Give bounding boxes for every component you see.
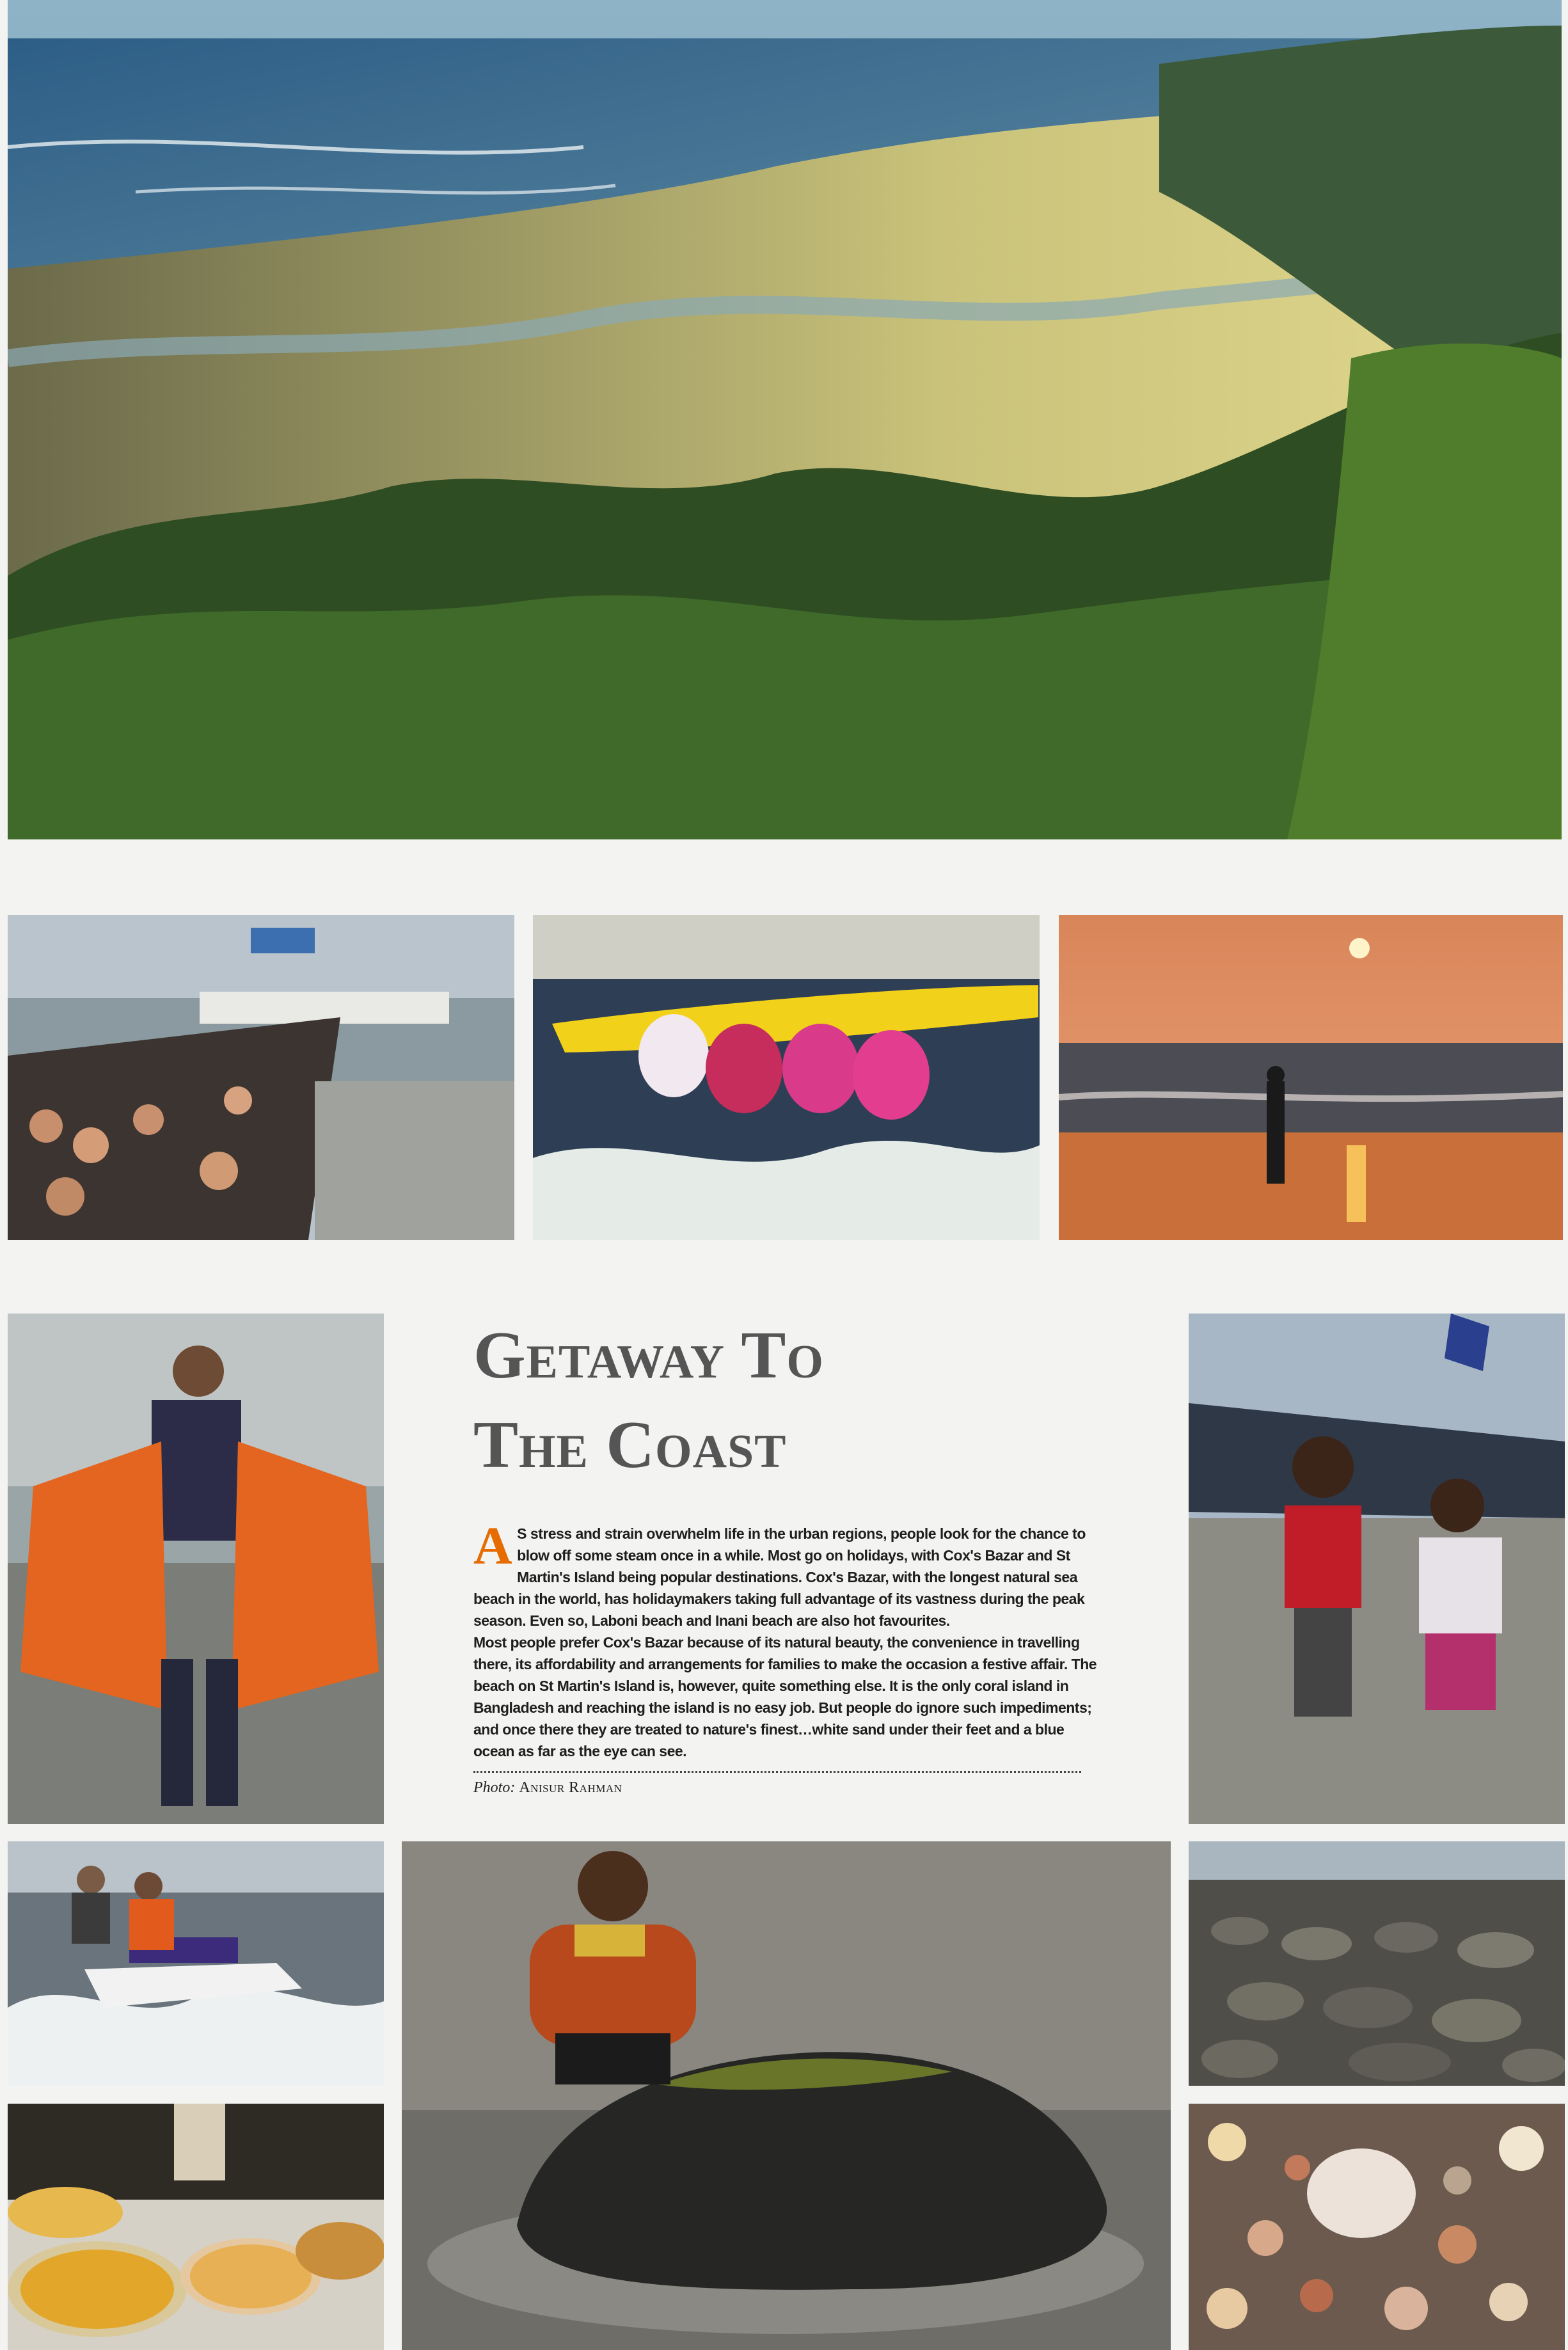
dotted-divider — [473, 1771, 1081, 1773]
photo-seashells — [1189, 2104, 1565, 2350]
photo-running-girls — [1189, 1314, 1565, 1824]
photo-jet-ski — [8, 1841, 384, 2086]
article-paragraph-1: S stress and strain overwhelm life in the urban regions, people look for the chance to blow off some steam once in a while. Most go on holidays, with Cox's Bazar and St Martin's Island being popular destinations. Cox's Bazar, with the longest natural sea beach in the world, has holidaymakers taking full advantage of its vastness during the peak season. Even so, Laboni beach and Inani beach are also hot favourites. — [473, 1525, 1086, 1629]
article-paragraph-2: Most people prefer Cox's Bazar because of its natural beauty, the convenience in travelling there, its affordability and arrangements for families to make the occasion a festive affair. The beach on St Martin's Island is, however, quite something else. It is the only coral island in Bangladesh and reaching the island is no easy job. But people do ignore such impediments; and once there they are treated to nature's finest…white sand under their feet and a blue ocean as far as the eye can see. — [473, 1634, 1097, 1759]
photo-fried-fish-stall — [8, 2104, 384, 2350]
photo-credit-name: Anisur Rahman — [519, 1779, 622, 1796]
photo-credit-label: Photo: — [473, 1779, 516, 1796]
headline-line-2: The Coast — [473, 1407, 787, 1482]
headline-line-1: Getaway To — [473, 1317, 824, 1392]
photo-coral-stones — [1189, 1841, 1565, 2086]
article — [473, 1310, 1097, 1822]
photo-credit — [473, 1779, 1097, 1797]
article-headline — [473, 1310, 1097, 1489]
photo-child-on-coral-rock — [402, 1841, 1171, 2350]
hero-photo-coastline — [8, 0, 1562, 839]
photo-banana-boat-family — [533, 915, 1040, 1240]
photo-sunset-walker — [1059, 915, 1563, 1240]
drop-cap: A — [473, 1516, 512, 1576]
article-body — [473, 1516, 1097, 1762]
photo-jetty-crowd — [8, 915, 514, 1240]
photo-life-jacket-vendor — [8, 1314, 384, 1824]
